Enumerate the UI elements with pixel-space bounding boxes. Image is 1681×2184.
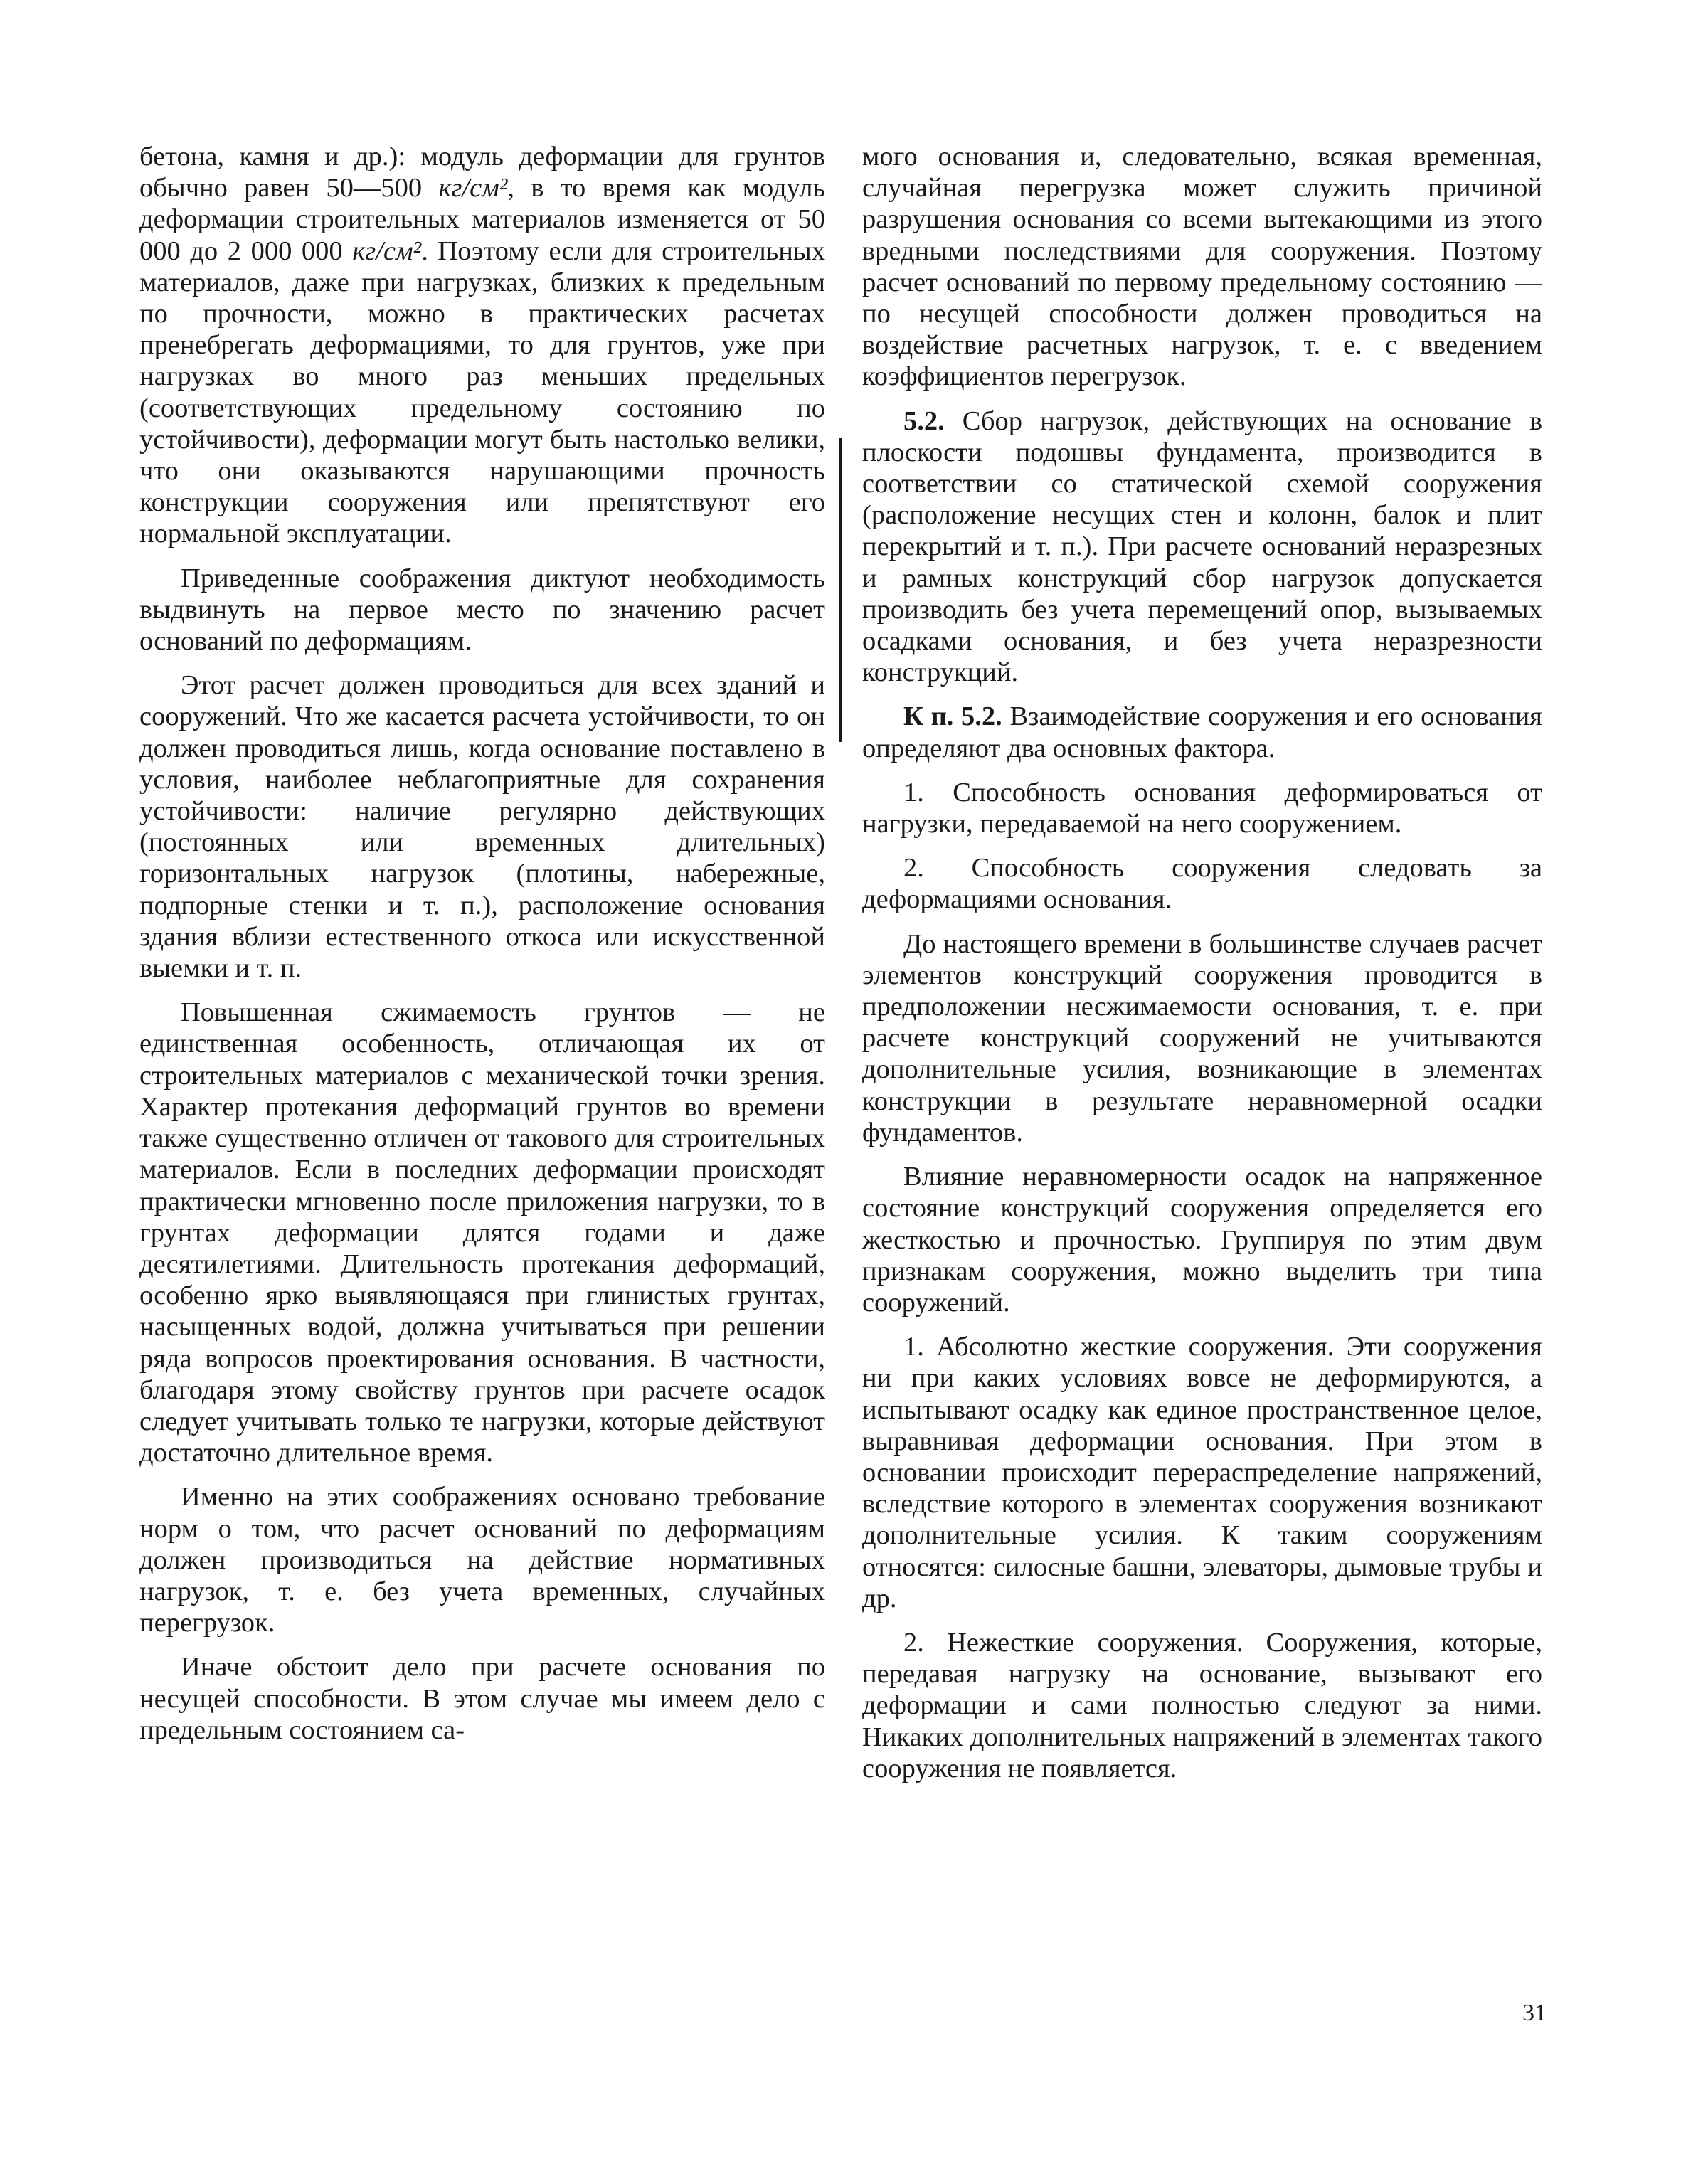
paragraph-right-9: 2. Нежесткие сооружения. Сооружения, которые, передавая нагрузку на основание, вызывают его деформации и сами полностью следуют за ними. Никаких дополнительных напряжений в элементах такого сооружения не появляется. xyxy=(862,1627,1542,1783)
page-number: 31 xyxy=(1522,2000,1547,2026)
section-number: 5.2. xyxy=(903,405,945,436)
text-run: . Поэтому если для строительных материалов, даже при нагрузках, близких к предельным по прочности, можно в практических расчетах пренебрегать деформациями, то для грунтов, уже при нагрузках во много раз меньших предельных (соответствующих предельному состоянию по устойчивости), деформации могут быть настолько велики, что они оказываются нарушающими прочность конструкции сооружения или препятствуют его нормальной эксплуатации. xyxy=(139,235,825,549)
commentary-label: К п. 5.2. xyxy=(903,701,1002,732)
paragraph-left-6: Иначе обстоит дело при расчете основания по несущей способности. В этом случае мы имеем дело с предельным состоянием са- xyxy=(139,1652,825,1745)
right-column xyxy=(862,141,1542,1797)
text-run: бетона, камня и др.): модуль деформации для грунтов обычно равен 50—500 xyxy=(139,142,825,203)
unit-text: кг/см² xyxy=(438,173,508,203)
paragraph-right-1: мого основания и, следовательно, всякая временная, случайная перегрузка может служить причиной разрушения основания со всеми вытекающими из этого вредными последствиями для сооружения. Поэтому расчет оснований по первому предельному состоянию — по несущей способности должен проводиться на воздействие расчетных нагрузок, т. е. с введением коэффициентов перегрузок. xyxy=(862,142,1542,392)
paragraph-left-5: Именно на этих соображениях основано требование норм о том, что расчет оснований по деформациям должен производиться на действие нормативных нагрузок, т. е. без учета временных, случайных перегрузок. xyxy=(139,1482,825,1638)
paragraph-right-4: 1. Способность основания деформироваться от нагрузки, передаваемой на него сооружением. xyxy=(862,777,1542,839)
margin-change-bar xyxy=(839,438,842,742)
text-run: Сбор нагрузок, действующих на основание в плоскости подошвы фундамента, производится в соответствии со статической схемой сооружения (расположение несущих стен и колонн, балок и плит перекрытий и т. п.). При расчете оснований неразрезных и рамных конструкций сбор нагрузок допускается производить без учета перемещений опор, вызываемых осадками основания, и без учета неразрезности конструкций. xyxy=(862,405,1542,688)
text-run: , в то время как модуль деформации строительных материалов изменяется от 50 000 до 2 000 000 xyxy=(139,173,826,266)
paragraph-right-6: До настоящего времени в большинстве случаев расчет элементов конструкций сооружения проводится в предположении несжимаемости основания, т. е. при расчете конструкций сооружений не учитываются дополнительные усилия, возникающие в элементах конструкции в результате неравномерной осадки фундаментов. xyxy=(862,928,1542,1147)
paragraph-left-3: Этот расчет должен проводиться для всех зданий и сооружений. Что же касается расчета устойчивости, то он должен проводиться лишь, когда основание поставлено в условия, наиболее неблагоприятные для сохранения устойчивости: наличие регулярно действующих (постоянных или временных длительных) горизонтальных нагрузок (плотины, набережные, подпорные стенки и т. п.), расположение основания здания вблизи естественного откоса или искусственной выемки и т. п. xyxy=(139,670,825,984)
paragraph-right-5: 2. Способность сооружения следовать за деформациями основания. xyxy=(862,853,1542,915)
paragraph-left-2: Приведенные соображения диктуют необходимость выдвинуть на первое место по значению расчет оснований по деформациям. xyxy=(139,563,825,657)
left-column xyxy=(139,141,825,1759)
paragraph-right-2 xyxy=(862,405,1542,689)
paragraph-right-7: Влияние неравномерности осадок на напряженное состояние конструкций сооружения определяется его жесткостью и прочностью. Группируя по этим двум признакам сооружения, можно выделить три типа сооружений. xyxy=(862,1162,1542,1318)
paragraph-right-8: 1. Абсолютно жесткие сооружения. Эти сооружения ни при каких условиях вовсе не деформируются, а испытывают осадку как единое пространственное целое, выравнивая деформации основания. При этом в основании происходит перераспределение напряжений, вследствие которого в элементах сооружения возникают дополнительные усилия. К таким сооружениям относятся: силосные башни, элеваторы, дымовые трубы и др. xyxy=(862,1332,1542,1613)
text-run: Взаимодействие сооружения и его основания определяют два основных фактора. xyxy=(862,701,1542,763)
paragraph-left-4: Повышенная сжимаемость грунтов — не единственная особенность, отличающая их от строительных материалов с механической точки зрения. Характер протекания деформаций грунтов во времени также существенно отличен от такового для строительных материалов. Если в последних деформации происходят практически мгновенно после приложения нагрузки, то в грунтах деформации длятся годами и даже десятилетиями. Длительность протекания деформаций, особенно ярко выявляющаяся при глинистых грунтах, насыщенных водой, должна учитываться при решении ряда вопросов проектирования основания. В частности, благодаря этому свойству грунтов при расчете осадок следует учитывать только те нагрузки, которые действуют достаточно длительное время. xyxy=(139,997,825,1468)
paragraph-right-3 xyxy=(862,701,1542,763)
unit-text: кг/см² xyxy=(352,235,422,266)
paragraph-left-1 xyxy=(139,141,825,550)
